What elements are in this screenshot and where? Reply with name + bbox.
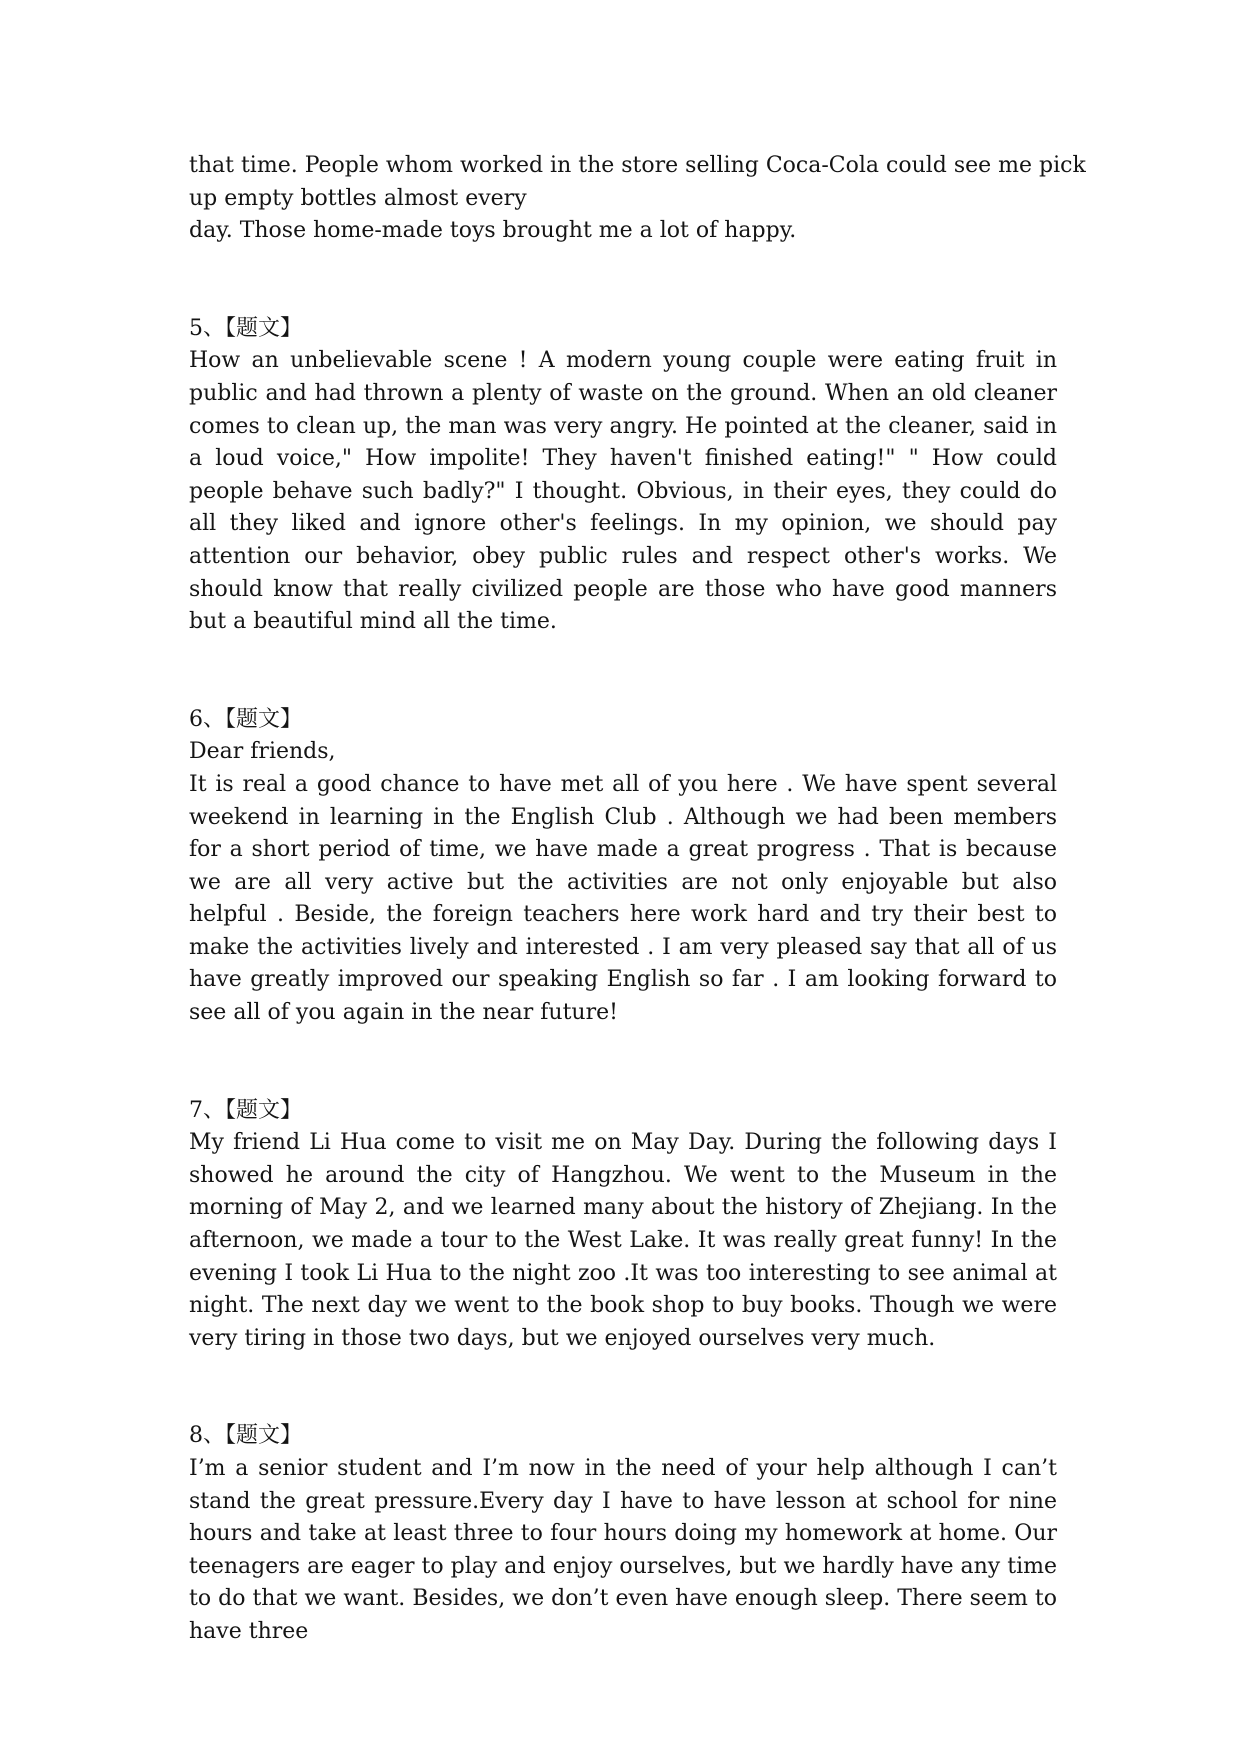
question-heading: 7、【题文】 <box>189 1097 302 1123</box>
question-text: My friend Li Hua come to visit me on May Day. During the following days I showed he around the city of Hangzhou. We went to the Museum in the morning of May 2, and we learned many about the history of Zhejiang. In the afternoon, we made a tour to the West Lake. It was really great funny! In the evening I took Li Hua to the night zoo .It was too interesting to see animal at night. The next day we went to the book shop to buy books. Though we were very tiring in those two days, but we enjoyed ourselves very much. <box>189 1130 1057 1351</box>
document-page <box>189 150 1086 1649</box>
question-7 <box>189 1095 1057 1356</box>
intro-line: up empty bottles almost every <box>189 185 527 211</box>
question-8 <box>189 1420 1057 1648</box>
question-heading: 8、【题文】 <box>189 1423 302 1449</box>
question-heading: 6、【题文】 <box>189 706 302 732</box>
intro-line: day. Those home-made toys brought me a lot of happy. <box>189 218 797 244</box>
question-5 <box>189 313 1057 639</box>
intro-line: that time. People whom worked in the store selling Coca-Cola could see me pick <box>189 153 1086 178</box>
question-text: I’m a senior student and I’m now in the need of your help although I can’t stand the great pressure.Every day I have to have lesson at school for nine hours and take at least three to four hours doing my homework at home. Our teenagers are eager to play and enjoy ourselves, but we hardly have any time to do that we want. Besides, we don’t even have enough sleep. There seem to have three <box>189 1456 1057 1644</box>
question-heading: 5、【题文】 <box>189 315 302 341</box>
letter-salutation: Dear friends, <box>189 739 336 765</box>
question-text: It is real a good chance to have met all of you here . We have spent several weekend in learning in the English Club . Although we had been members for a short period of time, we have made a great progress . That is because we are all very active but the activities are not only enjoyable but also helpful . Beside, the foreign teachers here work hard and try their best to make the activities lively and interested . I am very pleased say that all of us have greatly improved our speaking English so far . I am looking forward to see all of you again in the near future! <box>189 771 1057 1026</box>
question-text: How an unbelievable scene ! A modern young couple were eating fruit in public and had thrown a plenty of waste on the ground. When an old cleaner comes to clean up, the man was very angry. He pointed at the cleaner, said in a loud voice," How impolite! They haven't finished eating!" " How could people behave such badly?" I thought. Obvious, in their eyes, they could do all they liked and ignore other's feelings. In my opinion, we should pay attention our behavior, obey public rules and respect other's works. We should know that really civilized people are those who have good manners but a beautiful mind all the time. <box>189 348 1057 635</box>
intro-paragraph <box>189 150 1086 248</box>
question-6 <box>189 704 1057 1030</box>
